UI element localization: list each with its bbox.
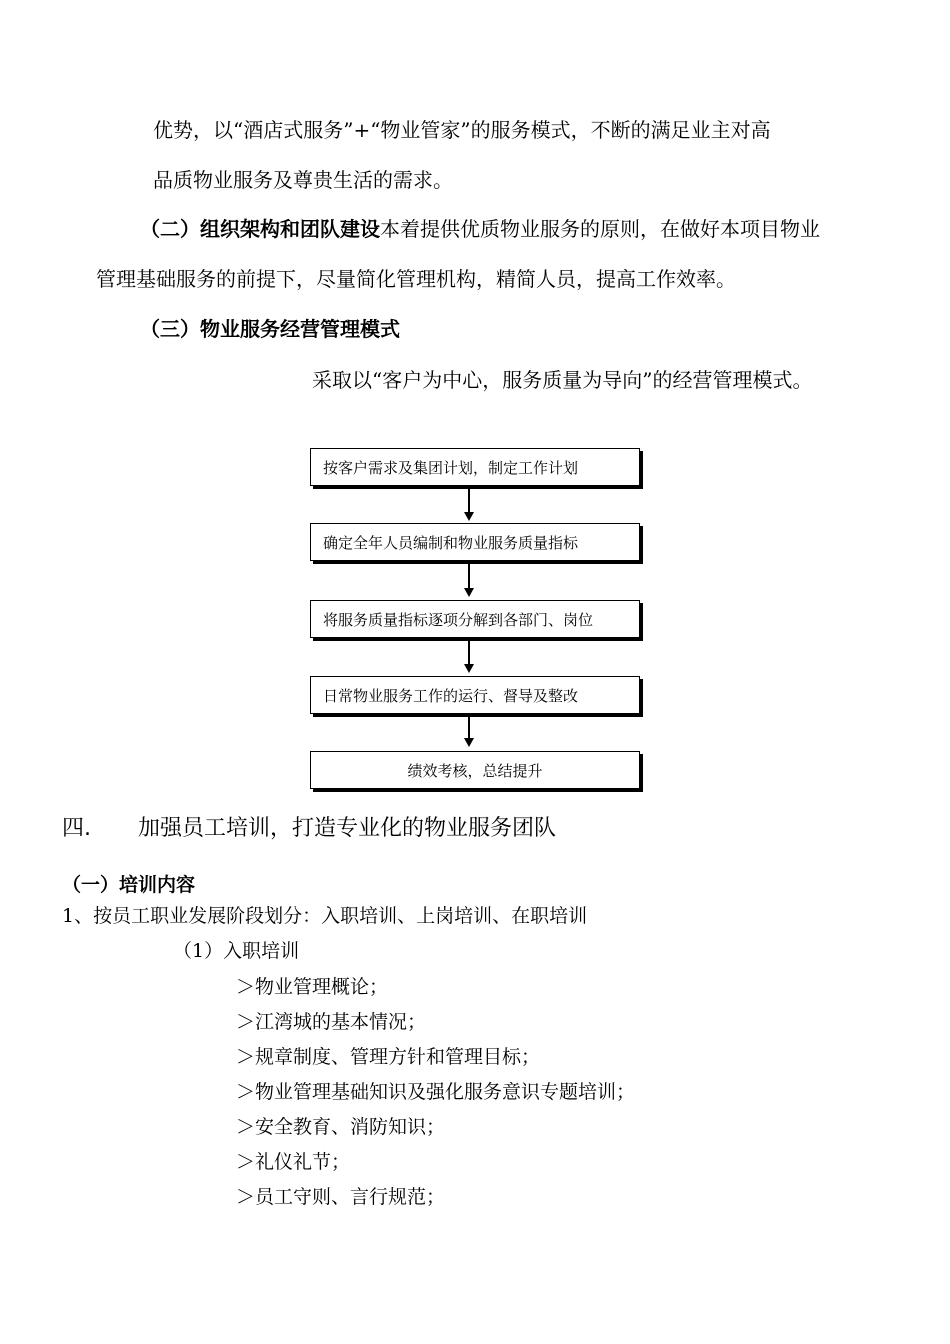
section-3-heading: （三）物业服务经营管理模式 xyxy=(140,317,400,341)
chapter-4-number: 四. xyxy=(62,816,91,841)
section-2-heading: （二）组织架构和团队建设 xyxy=(140,217,380,241)
flow-step-5: 绩效考核，总结提升 xyxy=(310,751,640,789)
list-item: ＞安全教育、消防知识； xyxy=(236,1116,446,1138)
section-2-text-line-1: 本着提供优质物业服务的原则，在做好本项目物业 xyxy=(380,217,820,241)
list-item: ＞物业管理概论； xyxy=(236,976,389,998)
flow-arrow-1 xyxy=(468,487,470,519)
training-sub-1: （1）入职培训 xyxy=(173,940,300,962)
intro-line-1: 优势，以“酒店式服务”+“物业管家”的服务模式，不断的满足业主对高 xyxy=(153,118,771,142)
list-item: ＞员工守则、言行规范； xyxy=(236,1186,446,1208)
list-item: ＞规章制度、管理方针和管理目标； xyxy=(236,1046,541,1068)
section-3-text: 采取以“客户为中心，服务质量为导向”的经营管理模式。 xyxy=(312,368,813,392)
flow-step-4: 日常物业服务工作的运行、督导及整改 xyxy=(310,676,640,714)
flow-step-3: 将服务质量指标逐项分解到各部门、岗位 xyxy=(310,600,640,638)
list-item: ＞礼仪礼节； xyxy=(236,1151,351,1173)
intro-line-2: 品质物业服务及尊贵生活的需求。 xyxy=(153,168,453,192)
section-2-paragraph xyxy=(140,217,820,241)
flow-arrow-2 xyxy=(468,562,470,595)
flow-arrow-3 xyxy=(468,639,470,671)
section-2-text-line-2: 管理基础服务的前提下，尽量简化管理机构，精简人员，提高工作效率。 xyxy=(96,267,736,291)
flow-arrow-4 xyxy=(468,715,470,745)
flow-step-1: 按客户需求及集团计划，制定工作计划 xyxy=(310,448,640,486)
flow-step-2: 确定全年人员编制和物业服务质量指标 xyxy=(310,523,640,561)
list-item: ＞江湾城的基本情况； xyxy=(236,1011,427,1033)
training-item-1: 1、按员工职业发展阶段划分：入职培训、上岗培训、在职培训 xyxy=(62,905,588,927)
chapter-4-title: 加强员工培训，打造专业化的物业服务团队 xyxy=(138,816,557,841)
training-heading: （一）培训内容 xyxy=(62,874,196,896)
list-item: ＞物业管理基础知识及强化服务意识专题培训； xyxy=(236,1081,636,1103)
